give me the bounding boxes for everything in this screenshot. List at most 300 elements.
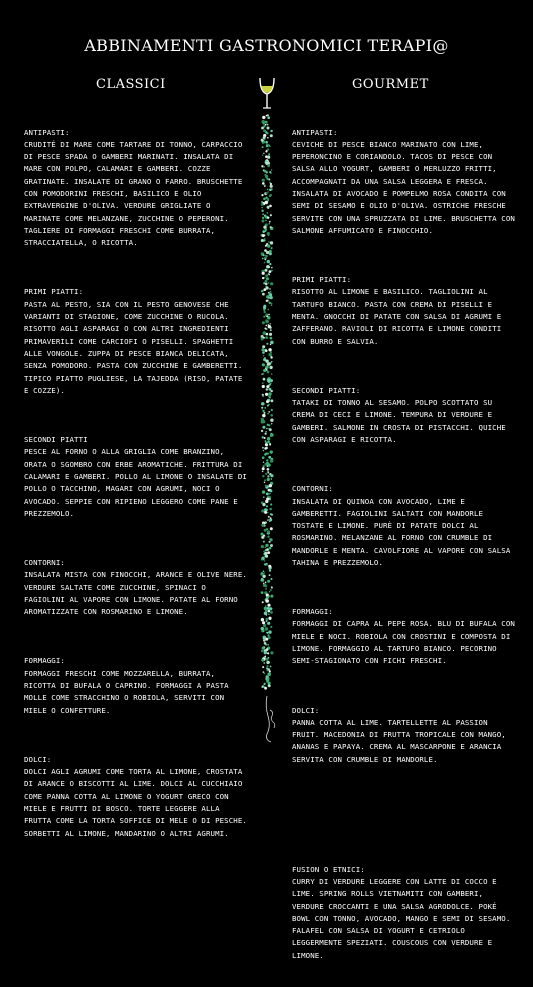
vine-leaf [264, 556, 266, 558]
vine-leaf [261, 686, 263, 688]
vine-leaf [268, 630, 271, 633]
vine-leaf [266, 145, 268, 147]
vine-leaf [269, 333, 272, 336]
vine-leaf [264, 453, 267, 456]
classici-antipasti [24, 127, 249, 250]
vine-leaf [262, 116, 265, 119]
section-body: INSALATA MISTA CON FINOCCHI, ARANCE E OLIVE NERE. VERDURE SALTATE COME ZUCCHINE, SPINACI O FAGIOLINI AL VAPORE CON LIMONE. PATATE AL FORNO AROMATIZZATE CON ROSMARINO E LIMONE. [24, 570, 252, 617]
vine-leaf [268, 456, 271, 459]
section-title: ANTIPASTI: [292, 127, 338, 137]
vine-leaf [265, 547, 267, 549]
vine-leaf [271, 304, 273, 306]
vine-leaf [262, 574, 264, 576]
vine-leaf [266, 493, 269, 496]
section-body: PANNA COTTA AL LIME. TARTELLETTE AL PASSION FRUIT. MACEDONIA DI FRUTTA TROPICALE CON MANGO, ANANAS E PAPAYA. CREMA AL MASCARPONE E ARANCIA SERVITA CON CRUMBLE DI MANDORLE. [292, 717, 511, 764]
vine-leaf [270, 282, 273, 285]
vine-leaf [269, 263, 271, 265]
section-body: FORMAGGI FRESCHI COME MOZZARELLA, BURRATA, RICOTTA DI BUFALA O CAPRINO. FORMAGGI A PASTA MOLLE COME STRACCHINO O ROBIOLA, SERVITI CON MIELE O CONFETTURE. [24, 668, 234, 715]
vine-leaf [270, 490, 273, 493]
vine-leaf [270, 356, 272, 358]
vine-leaf [266, 658, 269, 661]
vine-leaf [266, 178, 268, 180]
vine-leaf [262, 396, 264, 398]
vine-leaf [268, 348, 271, 351]
classici-heading: CLASSICI [96, 77, 166, 92]
vine-leaf [264, 552, 267, 555]
vine-leaf [265, 336, 268, 339]
vine-leaf [262, 293, 265, 296]
vine-leaf [266, 665, 268, 667]
vine-leaf [271, 587, 273, 589]
vine-leaf [265, 431, 267, 433]
vine-leaf [269, 182, 271, 184]
vine-leaf [266, 300, 268, 302]
vine-leaf [265, 245, 267, 247]
vine-leaf [267, 634, 269, 636]
vine-leaf [265, 555, 268, 558]
section-title: CONTORNI: [24, 557, 65, 567]
vine-leaf [264, 683, 266, 685]
vine-leaf [265, 150, 267, 152]
vine-leaf [267, 260, 270, 263]
vine-leaf [264, 511, 267, 514]
vine-leaf [270, 666, 272, 668]
vine-leaf [266, 316, 268, 318]
vine-leaf [267, 536, 269, 538]
vine-leaf [270, 517, 272, 519]
vine-leaf [270, 130, 272, 132]
vine-leaf [265, 500, 268, 503]
vine-leaf [270, 459, 274, 463]
vine-leaf [268, 292, 270, 294]
vine-leaf [266, 400, 269, 403]
vine-leaf [261, 591, 264, 594]
vine-leaf [264, 311, 266, 313]
vine-leaf [266, 343, 268, 345]
gourmet-formaggi [292, 606, 520, 667]
classici-primi [24, 286, 249, 397]
vine-leaf [265, 259, 267, 261]
section-title: FORMAGGI: [292, 607, 333, 617]
vine-leaf [264, 642, 267, 645]
vine-leaf [262, 456, 265, 459]
vine-leaf [271, 578, 273, 580]
vine-leaf [261, 545, 264, 548]
vine-leaf [271, 303, 273, 305]
vine-leaf [269, 498, 271, 500]
vine-leaf [265, 274, 268, 277]
vine-leaf [265, 393, 268, 396]
section-title: SECONDI PIATTI: [292, 385, 361, 395]
vine-leaf [264, 612, 268, 616]
vine-divider [255, 78, 279, 750]
vine-leaf [266, 563, 268, 565]
vine-leaf [269, 353, 272, 356]
vine-leaf [261, 139, 264, 142]
vine-leaf [270, 185, 273, 188]
vine-leaf [264, 673, 266, 675]
vine-leaf [262, 258, 264, 260]
vine-leaf [265, 228, 268, 231]
vine-leaf [270, 651, 273, 654]
vine-leaf [262, 666, 264, 668]
vine-leaf [262, 179, 265, 182]
section-body: CEVICHE DI PESCE BIANCO MARINATO CON LIME, PEPERONCINO E CORIANDOLO. TACOS DI PESCE CON SALSA ALLO YOGURT, GAMBERI O MERLUZZO FRITTI, ACCOMPAGNATI DA UNA SALSA LEGGERA E FRESCA. INSALATA DI AVOCADO E POMPELMO ROSA CONDITA CON SEMI DI SESAMO E OLIO D'OLIVA. OSTRICHE FRESCHE SERVITE CON UNA SPRUZZATA DI LIME. BRUSCHETTA CON SALMONE AFFUMICATO E FINOCCHIO. [292, 139, 520, 235]
vine-leaf [262, 146, 264, 148]
vine-leaf [269, 670, 271, 672]
vine-leaf [262, 467, 265, 470]
vine-leaf [265, 485, 267, 487]
vine-leaf [263, 288, 266, 291]
gourmet-contorni [292, 483, 517, 569]
vine-leaf [266, 667, 268, 669]
vine-leaf [271, 409, 273, 411]
vine-leaf [268, 314, 270, 316]
vine-leaf [264, 407, 266, 409]
vine-leaf [270, 241, 273, 244]
section-body: DOLCI AGLI AGRUMI COME TORTA AL LIMONE, CROSTATA DI ARANCE O BISCOTTI AL LIME. DOLCI AL CUCCHIAIO COME PANNA COTTA AL LIMONE O YOGURT GRECO CON MIELE E FRUTTI DI BOSCO. TORTE LEGGERE ALLA FRUTTA COME LA TORTA SOFFICE DI MELE O DI PESCHE. SORBETTI AL LIMONE, MANDARINO O ALTRI AGRUMI. [24, 767, 252, 838]
vine-leaf [265, 220, 266, 221]
vine-leaf [265, 443, 268, 446]
vine-leaf [270, 595, 273, 598]
vine-leaf [261, 618, 264, 621]
vine-leaf [267, 371, 270, 374]
vine-leaf [262, 277, 264, 279]
vine-leaf [270, 503, 272, 505]
vine-leaf [265, 473, 267, 475]
vine-leaf [267, 137, 269, 139]
vine-leaf [261, 402, 264, 405]
vine-leaf [267, 232, 270, 235]
vine-leaf [269, 591, 270, 592]
vine-leaf [265, 280, 268, 283]
vine-leaf [268, 381, 270, 383]
vine-leaf [265, 141, 268, 144]
vine-leaf [268, 614, 270, 616]
vine-leaf [263, 153, 264, 154]
vine-leaf [265, 269, 268, 272]
vine-leaf [264, 239, 266, 241]
vine-leaf [270, 351, 272, 353]
vine-leaf [267, 512, 268, 513]
vine-leaf [268, 565, 271, 568]
vine-leaf [266, 462, 269, 465]
vine-leaf [267, 405, 269, 407]
section-body: CURRY DI VERDURE LEGGERE CON LATTE DI COCCO E LIME. SPRING ROLLS VIETNAMITI CON GAMBERI, VERDURE CROCCANTI E UNA SALSA AGRODOLCE. POKÉ BOWL CON TONNO, AVOCADO, MANGO E SEMI DI SESAMO. FALAFEL CON SALSA DI YOGURT E CETRIOLO LEGGERMENTE SPEZIATI. COUSCOUS CON VERDURE E LIMONE. [292, 876, 515, 960]
vine-leaf [269, 569, 271, 571]
vine-leaf [266, 632, 268, 634]
vine-leaf [266, 171, 268, 173]
classici-column [24, 102, 252, 864]
vine-leaf [270, 433, 272, 435]
section-body: PASTA AL PESTO, SIA CON IL PESTO GENOVESE CHE VARIANTI DI STAGIONE, COME ZUCCHINE O RUCOLA. RISOTTO AGLI ASPARAGI O CON ALTRI INGREDIENTI PRIMAVERILI COME CARCIOFI O PISELLI. SPAGHETTI ALLE VONGOLE. ZUPPA DI PESCE BIANCA DELICATA, SENZA POMODORO. PASTA CON ZUCCHINE E GAMBERETTI. TIPICO PIATTO PUGLIESE, LA TAJEDDA (RISO, PATATE E COZZE). [24, 299, 247, 395]
vine-leaf [269, 508, 272, 511]
vine-leaf [261, 524, 264, 527]
vine-leaf [270, 538, 273, 541]
vine-leaf [263, 129, 266, 132]
vine-leaf [262, 647, 265, 650]
vine-leaf [265, 585, 267, 587]
vine-leaf [261, 290, 264, 293]
vine-leaf [265, 192, 267, 194]
vine-leaf [267, 530, 270, 533]
gourmet-heading: GOURMET [352, 77, 429, 92]
vine-leaf [268, 516, 270, 518]
vine-leaf [261, 558, 263, 560]
vine-leaf [268, 610, 271, 613]
vine-leaf [268, 241, 270, 243]
vine-leaf [268, 362, 271, 365]
vine-leaf [270, 291, 272, 293]
vine-leaf [270, 134, 273, 137]
vine-leaf [268, 388, 271, 391]
vine-leaf [269, 444, 271, 446]
vine-leaf [269, 221, 271, 223]
vine-leaf [261, 430, 263, 432]
vine-leaf [266, 428, 268, 430]
vine-leaf [267, 453, 269, 455]
section-title: DOLCI: [292, 705, 320, 715]
vine-leaf [268, 395, 271, 398]
vine-leaf [264, 277, 266, 279]
vine-leaf [266, 265, 269, 268]
vine-leaf [262, 321, 265, 324]
vine-leaf [262, 410, 264, 412]
vine-leaf [265, 255, 267, 257]
vine-leaf [270, 474, 273, 477]
vine-leaf [264, 139, 265, 140]
vine-leaf [266, 459, 268, 461]
vine-leaf [271, 267, 273, 269]
vine-leaf [267, 551, 270, 554]
vine-leaf [269, 205, 272, 208]
vine-leaf [267, 217, 269, 219]
vine-leaf [267, 155, 270, 158]
vine-leaf [270, 414, 273, 417]
vine-leaf [270, 379, 273, 382]
vine-leaf [271, 544, 273, 546]
vine-leaf [265, 440, 267, 442]
vine-leaf [270, 214, 272, 216]
vine-leaf [269, 146, 271, 148]
vine-leaf [271, 169, 272, 170]
vine-leaf [263, 369, 266, 372]
vine-leaf [268, 179, 270, 181]
section-body: FORMAGGI DI CAPRA AL PEPE ROSA. BLU DI BUFALA CON MIELE E NOCI. ROBIOLA CON CROSTINI E COMPOSTA DI LIMONE. FORMAGGIO AL TARTUFO BIANCO. PECORINO SEMI-STAGIONATO CON FICHI FRESCHI. [292, 619, 520, 666]
vine-leaf [267, 607, 270, 610]
vine-leaf [268, 153, 270, 155]
section-body: INSALATA DI QUINOA CON AVOCADO, LIME E GAMBERETTI. FAGIOLINI SALTATI CON MANDORLE TOSTATE E LIMONE. PURÈ DI PATATE DOLCI AL ROSMARINO. MELANZANE AL FORNO CON CRUMBLE DI MANDORLE E MENTA. CAVOLFIORE AL VAPORE CON SALSA TAHINA E PREZZEMOLO. [292, 496, 515, 567]
vine-leaf [267, 652, 269, 654]
vine-leaf [264, 560, 266, 562]
vine-leaf [265, 174, 267, 176]
vine-leaf [267, 441, 270, 444]
vine-leaf [268, 617, 271, 620]
vine-leaf [262, 471, 264, 473]
vine-leaf [264, 607, 267, 610]
vine-leaf [265, 656, 267, 658]
vine-leaf [263, 465, 265, 467]
vine-leaf [270, 589, 272, 591]
section-title: DOLCI: [24, 754, 52, 764]
vine-leaf [271, 451, 273, 453]
vine-leaf [267, 644, 269, 646]
vine-leaf [269, 252, 272, 255]
vine-leaf [264, 529, 267, 532]
vine-leaf [262, 426, 265, 429]
vine-leaf [262, 373, 264, 375]
gourmet-secondi [292, 385, 517, 446]
gourmet-fusion [292, 864, 517, 962]
section-title: CONTORNI: [292, 484, 333, 494]
vine-leaf [269, 223, 270, 224]
section-body: CRUDITÉ DI MARE COME TARTARE DI TONNO, CARPACCIO DI PESCE SPADA O GAMBERI MARINATI. INSALATA DI MARE CON POLPO, CALAMARI E GAMBERI. COZZE GRATINATE. INSALATE DI GRANO O FARRO. BRUSCHETTE CON POMODORINI FRESCHI, BASILICO E OLIO EXTRAVERGINE D'OLIVA. VERDURE GRIGLIATE O MARINATE COME MELANZANE, ZUCCHINE O PEPERONI. TAGLIERE DI FORMAGGI FRESCHI COME BURRATA, STRACCIATELLA, O RICOTTA. [24, 139, 247, 248]
vine-leaf [262, 182, 265, 185]
gourmet-primi [292, 274, 517, 348]
vine-leaf [268, 411, 270, 413]
vine-leaf [262, 601, 264, 603]
vine-leaf [269, 293, 272, 296]
vine-leaf [262, 363, 265, 366]
vine-leaf [261, 127, 264, 130]
vine-leaf [261, 239, 264, 242]
vine-leaf [261, 533, 264, 536]
vine-leaf [262, 475, 264, 477]
vine-leaf [261, 203, 264, 206]
vine-leaf [267, 413, 269, 415]
section-title: PRIMI PIATTI: [292, 275, 352, 285]
vine-leaf [264, 185, 266, 187]
vine-leaf [268, 684, 271, 687]
vine-leaf [261, 536, 264, 539]
classici-formaggi [24, 655, 249, 716]
vine-leaf [271, 399, 274, 402]
vine-leaf [267, 191, 269, 193]
wine-glass-icon [260, 78, 274, 108]
section-title: SECONDI PIATTI [24, 435, 88, 445]
vine-leaf [267, 465, 269, 467]
vine-leaf [270, 527, 273, 530]
vine-leaf [265, 549, 267, 551]
vine-leaf [269, 428, 272, 431]
vine-leaf [268, 297, 270, 299]
vine-leaf [264, 482, 266, 484]
vine-leaf [262, 217, 264, 219]
vine-leaf [261, 420, 264, 423]
vine-leaf [267, 212, 269, 214]
vine-leaf [267, 604, 270, 607]
vine-leaf [264, 249, 267, 252]
vine-leaf [262, 385, 265, 388]
vine-leaf [264, 412, 266, 414]
vine-leaf [263, 316, 265, 318]
vine-leaf [262, 436, 264, 438]
vine-leaf [263, 198, 266, 201]
vine-leaf [267, 164, 270, 167]
vine-leaf [269, 541, 271, 543]
vine-leaf [265, 599, 269, 603]
vine-leaf [262, 382, 264, 384]
classici-secondi [24, 434, 252, 520]
vine-leaf [270, 344, 271, 345]
vine-leaf [262, 447, 264, 449]
vine-leaf [262, 210, 264, 212]
vine-leaf [263, 662, 265, 664]
vine-leaf [263, 461, 265, 463]
vine-leaf [269, 607, 272, 610]
vine-leaf [267, 127, 270, 130]
vine-leaf [269, 195, 272, 198]
vine-leaf [268, 282, 270, 284]
vine-leaf [264, 651, 267, 654]
vine-leaf [264, 447, 267, 450]
vine-leaf [266, 251, 269, 254]
vine-leaf [263, 624, 266, 627]
vine-leaf [267, 622, 270, 625]
vine-leaf [267, 116, 270, 119]
vine-leaf [265, 366, 268, 369]
vine-leaf [265, 544, 268, 547]
vine-leaf [270, 337, 273, 340]
vine-leaf [262, 414, 265, 417]
vine-leaf [271, 478, 272, 479]
vine-leaf [267, 580, 270, 583]
vine-leaf [262, 351, 265, 354]
vine-leaf [262, 629, 265, 632]
vine-leaf [269, 397, 270, 398]
vine-leaf [267, 478, 270, 481]
page-title: ABBINAMENTI GASTRONOMICI TERAPI@ [84, 36, 449, 55]
vine-leaf [266, 325, 268, 327]
vine-leaf [263, 541, 265, 543]
vine-leaf [262, 213, 264, 215]
vine-leaf [265, 360, 268, 363]
vine-leaf [263, 331, 267, 335]
vine-leaf [264, 572, 266, 574]
vine-leaf [267, 189, 269, 191]
vine-leaf [263, 254, 265, 256]
vine-leaf [263, 306, 266, 309]
vine-leaf [270, 496, 271, 497]
vine-leaf [262, 490, 265, 493]
vine-leaf [267, 114, 269, 116]
vine-leaf [269, 493, 271, 495]
vine-leaf [265, 605, 267, 607]
section-body: RISOTTO AL LIMONE E BASILICO. TAGLIOLINI AL TARTUFO BIANCO. PASTA CON CREMA DI PISELLI E MENTA. GNOCCHI DI PATATE CON SALSA DI AGRUMI E ZAFFERANO. RAVIOLI DI RICOTTA E LIMONE CONDITI CON BURRO E SALVIA. [292, 287, 506, 346]
vine-leaf [270, 419, 273, 422]
vine-leaf [262, 154, 264, 156]
vine-leaf [263, 496, 265, 498]
vine-leaf [266, 277, 269, 280]
section-body: TATAKI DI TONNO AL SESAMO. POLPO SCOTTATO SU CREMA DI CECI E LIMONE. TEMPURA DI VERDURE E GAMBERI. SALMONE IN CROSTA DI PISTACCHI. QUICHE CON ASPARAGI E RICOTTA. [292, 398, 511, 445]
vine-leaf [265, 582, 267, 584]
vine-leaf [270, 173, 272, 175]
vine-leaf [270, 611, 273, 614]
vine-leaf [270, 329, 272, 331]
vine-leaf [263, 355, 265, 357]
vine-leaf [267, 672, 271, 676]
section-title: ANTIPASTI: [24, 127, 70, 137]
vine-leaf [270, 513, 272, 515]
vine-leaf [269, 574, 271, 576]
vine-leaf [266, 661, 269, 664]
vine-leaf [262, 345, 265, 348]
vine-leaf [262, 503, 265, 506]
vine-leaf [263, 450, 265, 452]
vine-leaf [263, 309, 265, 311]
vine-leaf [268, 273, 270, 275]
vine-leaf [261, 338, 264, 341]
